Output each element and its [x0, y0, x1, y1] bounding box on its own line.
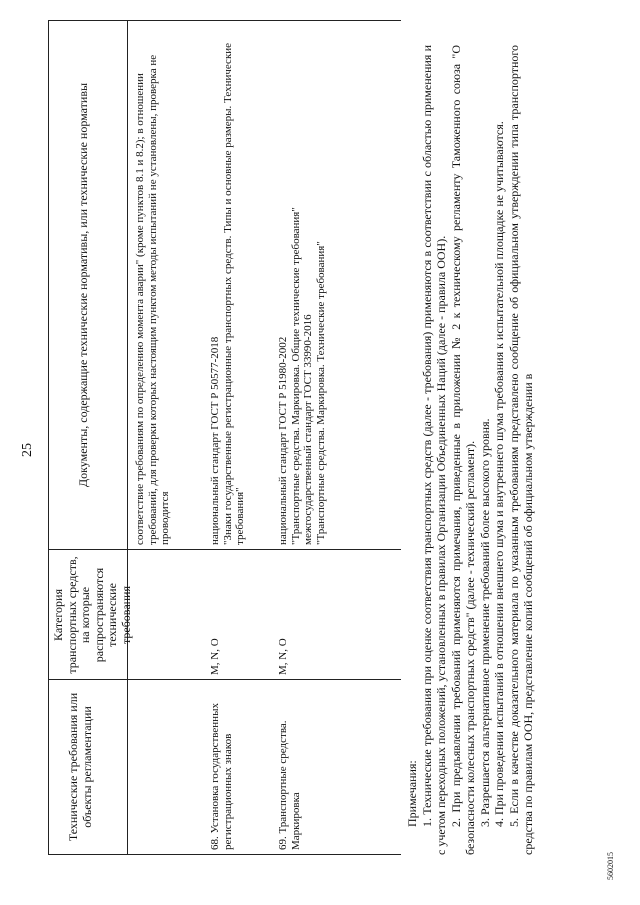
note-item: 3. Разрешается альтернативное применение требований более высокого уровня. — [477, 418, 492, 827]
table-row-68-documents: национальный стандарт ГОСТ Р 50577-2018 "Знаки государственные регистрационные транспортных средств. Типы и основные размеры. Технические требования" — [209, 42, 246, 545]
note-item: 1. Технические требования при оценке соответствия транспортных средств (далее - требования) применяются в соответствии с областью применения и с учетом переходных положений, установленных в правилах Организации Объединенных Наций (далее - правила ООН). — [419, 45, 448, 855]
note-item: 4. При проведении испытаний в отношении внешнего шума и внутреннего шума требования к испытательной площадке не учитываются. — [492, 121, 506, 827]
requirements-table — [48, 20, 401, 855]
page-number: 25 — [20, 443, 35, 457]
continuation-text: соответствие требованиям по определению момента аварии" (кроме пунктов 8.1 и 8.2); в отношении требований, для проверки которых настоящим пунктом методы испытаний не установлены, проверка не проводится — [134, 54, 171, 545]
header-category: Категория транспортных средств, на которые распространяются технические требования — [51, 556, 133, 674]
table-row-68-category: M, N, O — [209, 638, 221, 675]
note-item: 5. Если в качестве доказательного материала по указанным требованиям представлено сообщение об официальном утверждении типа транспортного средства по правилам ООН, представление копий сообщений об официальном утверждении в — [506, 45, 535, 855]
document-code: 5602015 — [606, 852, 615, 880]
header-documents: Документы, содержащие технические нормативы, или технические нормативы — [76, 82, 90, 488]
table-row-69-documents: национальный стандарт ГОСТ Р 51980-2002 "Транспортные средства. Маркировка. Общие технические требования" межгосударственный стандарт ГОСТ 33990-2016 "Транспортные средства. Маркировка. Технические требования" — [277, 207, 327, 545]
table-row-69-category: M, N, O — [277, 638, 289, 675]
notes-section — [405, 45, 536, 855]
table-row-68-requirement: 68. Установка государственных регистрационных знаков — [209, 703, 234, 850]
note-item: 2. При предъявлении требований применяются примечания, приведенные в приложении № 2 к техническому регламенту Таможенного союза "О безопасности колесных транспортных средств" (далее - технический регламент). — [448, 45, 477, 855]
notes-title: Примечания: — [405, 760, 419, 827]
table-row-69-requirement: 69. Транспортные средства. Маркировка — [277, 720, 302, 850]
rotated-page — [20, 20, 620, 880]
header-requirement: Технические требования или объекты регламентации — [66, 692, 94, 842]
